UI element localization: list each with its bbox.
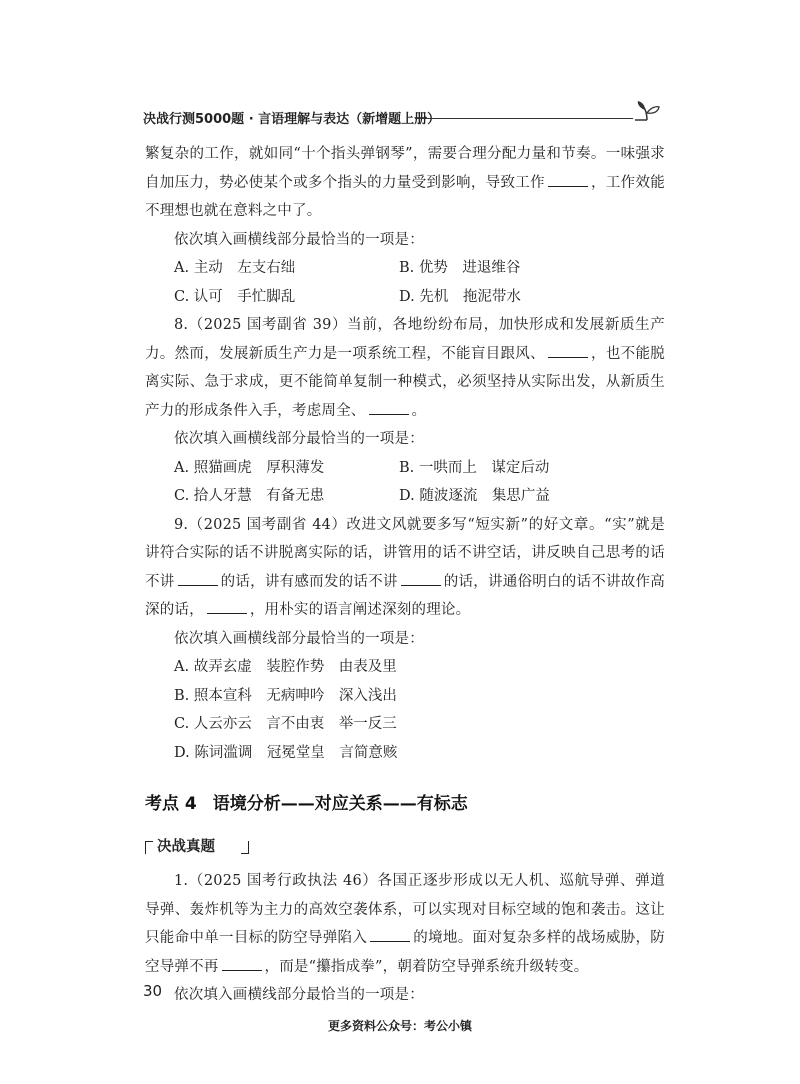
section-heading bbox=[145, 789, 665, 819]
q1-text-2: 的境地。面对复杂多样的战场威胁，防空导弹不再 bbox=[145, 930, 665, 975]
footer-note: 更多资料公众号：考公小镇 bbox=[327, 1019, 472, 1033]
q1-text-3: ，而是“攥指成拳”，朝着防空导弹系统升级转变。 bbox=[264, 958, 589, 975]
answer-blank bbox=[207, 599, 247, 614]
bracket-left bbox=[145, 841, 153, 854]
q9-text-2: 的话，讲有感而发的话不讲 bbox=[220, 573, 398, 590]
q8-prompt: 依次填入画横线部分最恰当的一项是： bbox=[174, 431, 424, 447]
q8-option-b[interactable]: B. 一哄而上 谋定后动 bbox=[399, 459, 550, 476]
subsection-heading bbox=[145, 833, 665, 861]
q1-text-1: 1.（2025 国考行政执法 46）各国正逐步形成以无人机、巡航导弹、弹道导弹、轰炸机等为主力的高效空袭体系，可以实现对目标空域的饱和袭击。这让只能命中单一目标的防空导弹陷入 bbox=[145, 873, 665, 946]
book-title: 决战行测5000题 · 言语理解与表达（新增题上册） bbox=[143, 112, 441, 127]
answer-blank bbox=[548, 343, 588, 358]
q7-option-b[interactable]: B. 优势 进退维谷 bbox=[399, 260, 521, 276]
q9-text-3: 的话，讲通俗明白的话不讲故作高深的话， bbox=[145, 573, 665, 618]
q7-option-a[interactable]: A. 主动 左支右绌 bbox=[174, 260, 296, 276]
header-rule bbox=[415, 118, 633, 119]
bracket-right bbox=[241, 841, 249, 854]
q9-text-4: ，用朴实的语言阐述深刻的理论。 bbox=[249, 602, 471, 618]
q9-option-d[interactable]: D. 陈词滥调 冠冕堂皇 言简意赅 bbox=[174, 744, 398, 761]
q7-option-c[interactable]: C. 认可 手忙脚乱 bbox=[174, 288, 296, 305]
section-number: 考点 4 bbox=[145, 794, 197, 814]
answer-blank bbox=[370, 927, 410, 942]
question-8 bbox=[145, 311, 665, 425]
q7-prompt: 依次填入画横线部分最恰当的一项是： bbox=[174, 231, 424, 248]
answer-blank bbox=[178, 571, 218, 586]
q8-option-c[interactable]: C. 拾人牙慧 有备无患 bbox=[174, 488, 325, 504]
answer-blank bbox=[369, 400, 409, 415]
subsection-title: 决战真题 bbox=[157, 839, 215, 855]
q7-text-2: ，工作效能不理想也就在意料之中了。 bbox=[145, 174, 665, 219]
q7-options bbox=[145, 254, 665, 311]
q7-option-d[interactable]: D. 先机 拖泥带水 bbox=[399, 288, 521, 305]
section-title: 语境分析——对应关系——有标志 bbox=[212, 794, 468, 814]
q7-text-1: 繁复杂的工作，就如同“十个指头弹钢琴”，需要合理分配力量和节奏。一味强求自加压力，势必使某个或多个指头的力量受到影响，导致工作 bbox=[145, 146, 665, 191]
answer-blank bbox=[548, 172, 588, 187]
q9-option-b[interactable]: B. 照本宣科 无病呻吟 深入浅出 bbox=[174, 687, 397, 704]
q9-prompt: 依次填入画横线部分最恰当的一项是： bbox=[174, 630, 424, 647]
q8-text-1: 8.（2025 国考副省 39）当前，各地纷纷布局，加快形成和发展新质生产力。然而，发展新质生产力是一项系统工程，不能盲目跟风、 bbox=[145, 317, 665, 362]
q9-option-a[interactable]: A. 故弄玄虚 装腔作势 由表及里 bbox=[174, 659, 397, 675]
page-body bbox=[145, 140, 665, 1010]
answer-blank bbox=[222, 956, 262, 971]
q9-text-1: 9.（2025 国考副省 44）改进文风就要多写“短实新”的好文章。“实”就是讲符合实际的话不讲脱离实际的话，讲管用的话不讲空话，讲反映自己思考的话不讲 bbox=[145, 516, 665, 590]
question-7-continuation bbox=[145, 140, 665, 226]
page-number: 30 bbox=[143, 982, 163, 1000]
answer-blank bbox=[401, 571, 441, 586]
running-header bbox=[143, 100, 663, 130]
q8-option-d[interactable]: D. 随波逐流 集思广益 bbox=[399, 488, 550, 504]
q8-text-2: ，也不能脱离实际、急于求成，更不能简单复制一种模式，必须坚持从实际出发，从新质生产力的形成条件入手，考虑周全、 bbox=[145, 345, 665, 419]
q9-option-c[interactable]: C. 人云亦云 言不由衷 举一反三 bbox=[174, 716, 397, 732]
question-9 bbox=[145, 511, 665, 625]
q8-text-3: 。 bbox=[411, 402, 427, 419]
q8-options bbox=[145, 454, 665, 511]
q9-options bbox=[145, 653, 665, 767]
question-1 bbox=[145, 867, 665, 981]
q1-prompt: 依次填入画横线部分最恰当的一项是： bbox=[174, 987, 424, 1003]
sprout-icon bbox=[631, 100, 663, 126]
q8-option-a[interactable]: A. 照猫画虎 厚积薄发 bbox=[174, 459, 325, 476]
